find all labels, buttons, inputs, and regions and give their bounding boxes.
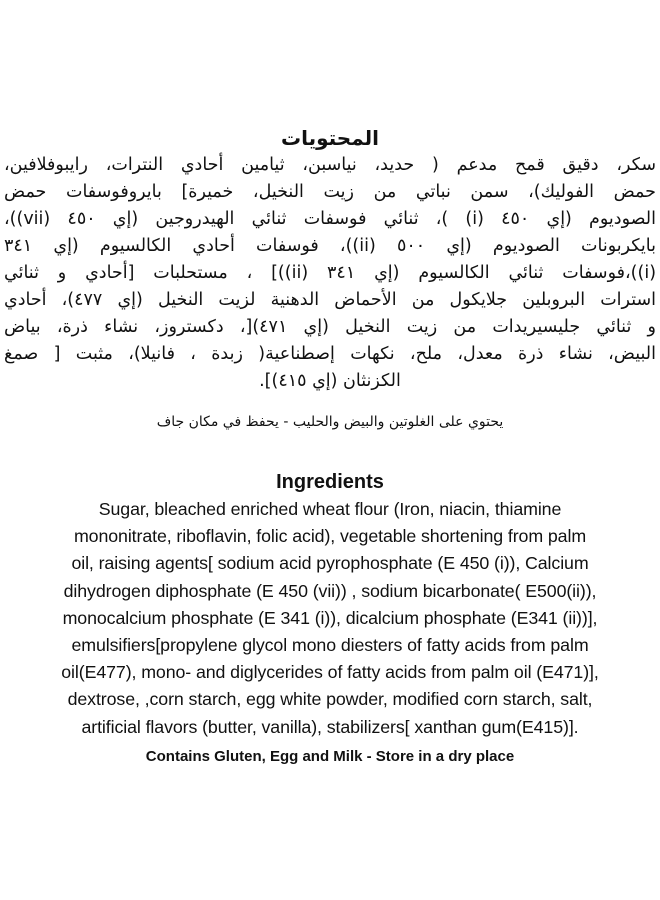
arabic-ingredients-title: المحتويات [280, 126, 379, 150]
arabic-ingredients-line: حمض الفوليك)، سمن نباتي من زيت النخيل، خميرة] بايروفوسفات حمض [4, 182, 656, 202]
arabic-ingredients-line: و ثنائي جليسيريدات من زيت النخيل (إي ٤٧١)[، دكستروز، نشاء ذرة، بياض [4, 317, 656, 337]
arabic-ingredients-line: (i))،فوسفات ثنائي الكالسيوم (إي ٣٤١ (ii))] ، مستحلبات [أحادي و ثنائي [4, 263, 657, 283]
english-ingredients-line: mononitrate, riboflavin, folic acid), vegetable shortening from palm [73, 526, 587, 547]
arabic-ingredients-line: سكر، دقيق قمح مدعم ( حديد، نياسبن، ثيامين أحادي النترات، رايبوفلافين، [4, 155, 656, 175]
arabic-allergen-storage-note: يحتوي على الغلوتين والبيض والحليب - يحفظ في مكان جاف [156, 414, 504, 430]
arabic-ingredients-line: بايكربونات الصوديوم (إي ٥٠٠ (ii))، فوسفات أحادي الكالسيوم (إي ٣٤١ [4, 236, 657, 256]
english-ingredients-line: monocalcium phosphate (E 341 (i)), dicalcium phosphate (E341 (ii))], [62, 607, 598, 628]
english-allergen-storage-note: Contains Gluten, Egg and Milk - Store in a dry place [145, 748, 515, 765]
arabic-ingredients-line: البيض، نشاء ذرة معدل، ملح، نكهات إصطناعية( زبدة ، فانيلا)، مثبت [ صمغ [4, 344, 656, 364]
english-ingredients-line: oil(E477), mono- and diglycerides of fatty acids from palm oil (E471)], [61, 662, 599, 683]
english-ingredients-line: dihydrogen diphosphate (E 450 (vii)) , sodium bicarbonate( E500(ii)), [63, 580, 597, 601]
arabic-ingredients-section [4, 124, 656, 395]
english-ingredients-line: oil, raising agents[ sodium acid pyrophosphate (E 450 (i)), Calcium [71, 553, 589, 574]
english-ingredients-line: dextrose, ,corn starch, egg white powder, modified corn starch, salt, [67, 689, 593, 710]
english-ingredients-title: Ingredients [276, 471, 384, 493]
english-ingredients-section [0, 468, 660, 741]
english-ingredients-line: Sugar, bleached enriched wheat flour (Iron, niacin, thiamine [98, 499, 562, 519]
english-ingredients-line: emulsifiers[propylene glycol mono diesters of fatty acids from palm [71, 635, 589, 656]
english-ingredients-line: artificial flavors (butter, vanilla), stabilizers[ xanthan gum(E415)]. [81, 716, 579, 737]
arabic-ingredients-line: الصوديوم (إي ٤٥٠ (i) )، ثنائي فوسفات ثنائي الهيدروجين (إي ٤٥٠ (vii))، [4, 209, 657, 229]
arabic-ingredients-line: الكزنثان (إي ٤١٥)]. [259, 371, 401, 391]
arabic-ingredients-line: استرات البروبلين جلايكول من الأحماض الدهنية لزيت النخيل (إي ٤٧٧)، أحادي [4, 290, 656, 310]
